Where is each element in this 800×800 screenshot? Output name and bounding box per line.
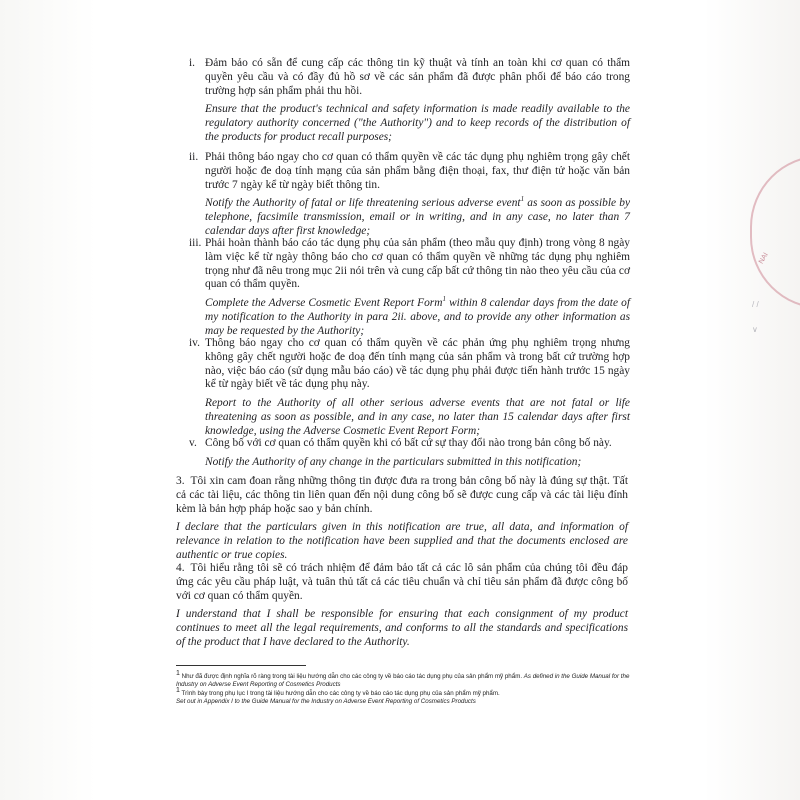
margin-mark: ∨ xyxy=(752,325,758,334)
footnote-ref: 1 xyxy=(520,195,525,204)
clause-number: iii. xyxy=(189,237,202,249)
footnote-marker: 1 xyxy=(176,686,180,694)
partial-stamp-seal xyxy=(750,155,800,309)
clause-number: v. xyxy=(189,437,197,449)
clause-iii xyxy=(189,237,630,339)
clause-text-en: Complete the Adverse Cosmetic Event Report Form$^1$ within 8 calendar days from the date of my notification to the Authority in para 2ii. above, and to provide any other information as may be requested by the Authority; xyxy=(205,295,630,337)
margin-mark: / / xyxy=(752,300,759,309)
clause-i xyxy=(189,57,630,145)
clause-text-vi: Đảm bảo có sẵn để cung cấp các thông tin kỹ thuật và tính an toàn khi cơ quan có thẩm quyền yêu cầu và có đầy đủ hồ sơ về các sản phẩm đã được phân phối để báo cáo trong trường hợp sản phẩm phải thu hồi. xyxy=(205,57,630,97)
paragraph-number: 3. xyxy=(176,475,185,487)
clause-ii xyxy=(189,151,630,239)
clause-text-vi: Công bố với cơ quan có thẩm quyền khi có bất cứ sự thay đổi nào trong bản công bố này. xyxy=(205,437,612,449)
clause-number: ii. xyxy=(189,151,199,163)
paragraph-text-en: I understand that I shall be responsible for ensuring that each consignment of my product continues to meet all the legal requirements, and conforms to all the standards and specifications of the product that I have declared to the Authority. xyxy=(176,608,628,648)
declaration-paragraph-3 xyxy=(176,475,628,563)
clause-iv xyxy=(189,337,630,439)
clause-text-en: Ensure that the product's technical and safety information is made readily available to the regulatory authority concerned ("the Authority") and to keep records of the distribution of the products for product recall purposes; xyxy=(205,103,630,143)
footnote-1: $^1$ Như đã được định nghĩa rõ ràng trong tài liệu hướng dẫn cho các công ty về báo cáo tác dụng phụ của sản phẩm mỹ phẩm. As defined in the Guide Manual for the Industry on Adverse Event Reporting of Cosmetics Products xyxy=(176,669,630,688)
stamp-text: NAI xyxy=(757,251,770,266)
footnote-divider xyxy=(176,665,306,666)
declaration-paragraph-4 xyxy=(176,562,628,650)
clause-v xyxy=(189,437,630,470)
paragraph-number: 4. xyxy=(176,562,185,574)
paragraph-text-vi: 3. Tôi xin cam đoan rằng những thông tin được đưa ra trong bản công bố này là đúng sự thật. Tất cả các tài liệu, các thông tin liên quan đến nội dung công bố sẽ được cung cấp và các tài liệu đính kèm là bản hợp pháp hoặc sao y bản chính. xyxy=(176,475,628,515)
clause-text-en: Notify the Authority of any change in the particulars submitted in this notification; xyxy=(205,455,582,468)
clause-text-en: Report to the Authority of all other serious adverse events that are not fatal or life threatening as soon as possible, and in any case, no later than 15 calendar days after first knowledge, using the Adverse Cosmetic Event Report Form; xyxy=(205,397,630,437)
footnote-marker: 1 xyxy=(176,669,180,677)
clause-number: i. xyxy=(189,57,196,69)
clause-text-en: Notify the Authority of fatal or life threatening serious adverse event$^1$ as soon as possible by telephone, facsimile transmission, email or in writing, and in any case, no later than 7 calendar days after first knowledge; xyxy=(205,195,630,237)
clause-text-vi: Phải thông báo ngay cho cơ quan có thẩm quyền về các tác dụng phụ nghiêm trọng gây chết người hoặc đe doạ tính mạng của sản phẩm bằng điện thoại, fax, thư điện tử hoặc văn bản trước 7 ngày kể từ ngày biết thông tin. xyxy=(205,151,630,191)
clause-number: iv. xyxy=(189,337,200,349)
clause-text-vi: Thông báo ngay cho cơ quan có thẩm quyền về các phản ứng phụ nghiêm trọng nhưng không gây chết người hoặc đe doạ đến tính mạng của sản phẩm và trong bất cứ trường hợp nào, việc báo cáo (sử dụng mẫu báo cáo) về tác dụng phụ phải được tiến hành trước 15 ngày kể từ ngày biết về tác dụng phụ này. xyxy=(205,337,630,391)
paragraph-text-vi: 4. Tôi hiểu rằng tôi sẽ có trách nhiệm để đảm bảo tất cả các lô sản phẩm của chúng tôi đều đáp ứng các yêu cầu pháp luật, và tuân thủ tất cả các tiêu chuẩn và chỉ tiêu sản phẩm đã được công bố với cơ quan có thẩm quyền. xyxy=(176,562,628,602)
clause-text-vi: Phải hoàn thành báo cáo tác dụng phụ của sản phẩm (theo mẫu quy định) trong vòng 8 ngày làm việc kể từ ngày thông báo cho cơ quan có thẩm quyền về những tác dụng phụ nghiêm trọng như đã nêu trong mục 2ii nói trên và cung cấp bất cứ thông tin nào theo yêu cầu của cơ quan có thẩm quyền. xyxy=(205,237,630,291)
paragraph-text-en: I declare that the particulars given in this notification are true, all data, and information of relevance in relation to the notification have been supplied and that the documents enclosed are authentic or true copies. xyxy=(176,521,628,561)
footnote-2: $^1$ Trình bày trong phụ lục I trong tài liệu hướng dẫn cho các công ty về báo cáo tác dụng phụ của sản phẩm mỹ phẩm. Set out in Appendix I to the Guide Manual for the Industry on Adverse Event Reporting of Cosmetics Products xyxy=(176,686,500,705)
footnote-ref: 1 xyxy=(442,295,446,304)
